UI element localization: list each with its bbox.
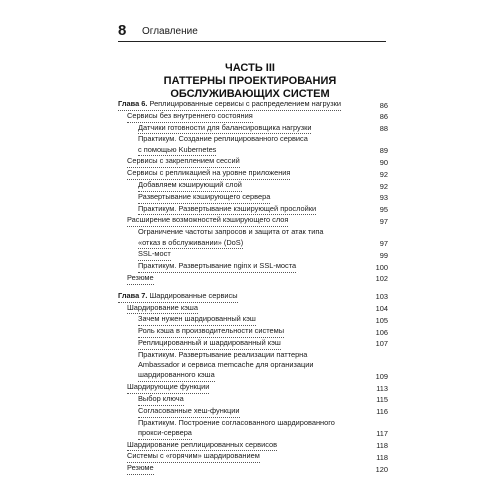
toc-entry-title bbox=[127, 111, 253, 123]
toc-page-number: 86 bbox=[379, 100, 388, 110]
toc-entry-text: Датчики готовности для балансировщика нагрузки bbox=[138, 122, 312, 132]
toc-subsection-entry[interactable] bbox=[118, 192, 388, 204]
toc-page-number: 105 bbox=[375, 315, 388, 325]
toc-subsection-entry[interactable] bbox=[118, 370, 388, 382]
toc-entry-title bbox=[127, 463, 154, 475]
toc-page-number: 102 bbox=[375, 274, 388, 284]
toc-entry-title bbox=[127, 273, 154, 285]
toc-subsection-entry[interactable] bbox=[118, 326, 388, 338]
toc-entry-text: Роль кэша в производительности системы bbox=[138, 326, 285, 336]
toc-entry-text: Сервисы с закреплением сессий bbox=[127, 156, 240, 166]
toc-chapter-entry[interactable] bbox=[118, 99, 388, 111]
toc-subsection-entry[interactable] bbox=[118, 145, 388, 157]
toc-section-entry[interactable] bbox=[118, 382, 388, 394]
toc-entry-text: Сервисы без внутреннего состояния bbox=[127, 110, 253, 120]
chapter-number: Глава 7. bbox=[118, 290, 148, 300]
toc-subsection-entry[interactable] bbox=[118, 261, 388, 273]
toc-entry-text: Резюме bbox=[127, 272, 154, 282]
toc-entry-text: Согласованные хеш-функции bbox=[138, 405, 240, 415]
toc-entry-title bbox=[127, 215, 288, 227]
toc-section-entry[interactable] bbox=[118, 273, 388, 285]
toc-subsection-entry[interactable] bbox=[118, 428, 388, 440]
toc-entry-line: Ambassador и сервиса memcache для организации bbox=[138, 360, 314, 370]
toc-entry-continued[interactable] bbox=[118, 360, 388, 370]
toc-entry-text: Практикум. Развертывание nginx и SSL-моста bbox=[138, 261, 297, 271]
toc-section-entry[interactable] bbox=[118, 463, 388, 475]
toc-entry-text: Выбор ключа bbox=[138, 393, 184, 403]
toc-page-number: 92 bbox=[379, 181, 388, 191]
toc-entry-line: Практикум. Развертывание реализации паттерна bbox=[138, 349, 308, 359]
toc-section-entry[interactable] bbox=[118, 111, 388, 123]
toc-entry-title bbox=[127, 382, 209, 394]
toc-entry-text: Практикум. Развертывание кэширующей прослойки bbox=[138, 203, 317, 213]
toc-entry-text: Сервисы с репликацией на уровне приложения bbox=[127, 168, 291, 178]
toc-entry-text: Зачем нужен шардированный кэш bbox=[138, 314, 256, 324]
toc-entry-title bbox=[138, 394, 184, 406]
toc-entry-line: «отказ в обслуживании» (DoS) bbox=[138, 237, 244, 247]
toc-page-number: 95 bbox=[379, 205, 388, 215]
toc-page-number: 106 bbox=[375, 327, 388, 337]
toc-entry-text: Расширение возможностей кэширующего слоя bbox=[127, 215, 289, 225]
toc-section-entry[interactable] bbox=[118, 440, 388, 452]
toc-entry-title bbox=[138, 123, 311, 135]
toc-entry-continued[interactable] bbox=[118, 418, 388, 428]
toc-entry-line: Практикум. Создание реплицированного сервиса bbox=[138, 134, 308, 144]
toc-page-number: 89 bbox=[379, 146, 388, 156]
toc-page-number: 104 bbox=[375, 304, 388, 314]
toc-page-number: 120 bbox=[375, 464, 388, 474]
toc-entry-line: прокси-сервера bbox=[138, 427, 192, 437]
toc-page-number: 92 bbox=[379, 169, 388, 179]
toc-entry-text: Добавляем кэширующий слой bbox=[138, 180, 242, 190]
part-heading bbox=[110, 62, 390, 101]
toc-entry-continued[interactable] bbox=[118, 227, 388, 237]
chapter-number: Глава 6. bbox=[118, 99, 148, 108]
toc-page-number: 118 bbox=[376, 452, 388, 462]
toc-entry-text: Шардированные сервисы bbox=[149, 290, 238, 300]
toc-page-number: 118 bbox=[376, 441, 388, 451]
toc-page-number: 88 bbox=[379, 124, 388, 134]
part-label: ЧАСТЬ III bbox=[225, 62, 275, 74]
toc-page-number: 113 bbox=[376, 383, 388, 393]
toc-entry-line: с помощью Kubernetes bbox=[138, 144, 217, 154]
toc-entry-title bbox=[138, 261, 296, 273]
toc-entry-title bbox=[127, 168, 290, 180]
toc-section-entry[interactable] bbox=[118, 168, 388, 180]
toc-subsection-entry[interactable] bbox=[118, 406, 388, 418]
toc-entry-text: Системы с «горячим» шардированием bbox=[127, 451, 260, 461]
toc-entry-title bbox=[118, 99, 341, 111]
toc-entry-line: шардированного кэша bbox=[138, 370, 215, 380]
toc-page-number: 103 bbox=[375, 292, 388, 302]
toc-entry-title bbox=[138, 249, 171, 261]
toc-page-number: 109 bbox=[375, 371, 388, 381]
toc-entry-title bbox=[138, 238, 243, 250]
toc-subsection-entry[interactable] bbox=[118, 204, 388, 216]
toc-entry-title bbox=[127, 156, 240, 168]
toc-entry-title bbox=[138, 314, 256, 326]
toc-page-number: 97 bbox=[379, 239, 388, 249]
toc-page-number: 97 bbox=[379, 216, 388, 226]
part-title-line-1: ПАТТЕРНЫ ПРОЕКТИРОВАНИЯ bbox=[163, 75, 337, 87]
toc-subsection-entry[interactable] bbox=[118, 314, 388, 326]
toc-page-number: 117 bbox=[376, 429, 388, 439]
part-title-line-2: ОБСЛУЖИВАЮЩИХ СИСТЕМ bbox=[170, 88, 330, 100]
toc-entry-line: Практикум. Построение согласованного шардированного bbox=[138, 417, 335, 427]
toc-page-number: 90 bbox=[379, 157, 388, 167]
toc-entry-title bbox=[138, 406, 240, 418]
toc-section-entry[interactable] bbox=[118, 303, 388, 315]
toc-entry-title bbox=[138, 326, 284, 338]
toc-page-number: 116 bbox=[376, 407, 388, 417]
toc-entry-title bbox=[118, 291, 238, 303]
toc-page-number: 107 bbox=[375, 339, 388, 349]
toc-entry-text: Реплицированный и шардированный кэш bbox=[138, 337, 281, 347]
running-header bbox=[118, 22, 386, 42]
header-rule bbox=[118, 41, 386, 42]
toc-page-number: 93 bbox=[379, 193, 388, 203]
toc-section-entry[interactable] bbox=[118, 215, 388, 227]
toc-entry-text: Шардирующие функции bbox=[127, 382, 210, 392]
toc-chapter-entry[interactable] bbox=[118, 291, 388, 303]
toc-entry-line: Ограничение частоты запросов и защита от атак типа bbox=[138, 227, 324, 237]
toc-entry-title bbox=[127, 303, 198, 315]
toc-entry-continued[interactable] bbox=[118, 350, 388, 360]
toc-subsection-entry[interactable] bbox=[118, 238, 388, 250]
toc-entry-title bbox=[138, 370, 215, 382]
toc-entry-text: Развертывание кэширующего сервера bbox=[138, 191, 271, 201]
toc-section-entry[interactable] bbox=[118, 451, 388, 463]
toc-page-number: 99 bbox=[379, 250, 388, 260]
toc-entry-continued[interactable] bbox=[118, 134, 388, 144]
running-title: Оглавление bbox=[142, 26, 198, 37]
toc-entry-text: Шардирование кэша bbox=[127, 302, 198, 312]
toc-entry-title bbox=[127, 440, 277, 452]
table-of-contents bbox=[118, 99, 388, 475]
toc-entry-title bbox=[138, 192, 270, 204]
toc-section-entry[interactable] bbox=[118, 156, 388, 168]
toc-subsection-entry[interactable] bbox=[118, 394, 388, 406]
toc-page-number: 100 bbox=[375, 262, 388, 272]
toc-entry-title bbox=[127, 451, 260, 463]
toc-entry-text: Резюме bbox=[127, 463, 154, 473]
toc-page-number: 115 bbox=[376, 395, 388, 405]
toc-entry-title bbox=[138, 145, 216, 157]
toc-subsection-entry[interactable] bbox=[118, 338, 388, 350]
toc-page-number: 86 bbox=[379, 112, 388, 122]
page-number: 8 bbox=[118, 22, 127, 39]
toc-entry-title bbox=[138, 204, 316, 216]
toc-entry-title bbox=[138, 180, 242, 192]
toc-subsection-entry[interactable] bbox=[118, 180, 388, 192]
toc-subsection-entry[interactable] bbox=[118, 249, 388, 261]
toc-entry-text: Шардирование реплицированных сервисов bbox=[127, 439, 278, 449]
toc-entry-title bbox=[138, 428, 192, 440]
toc-entry-title bbox=[138, 338, 281, 350]
toc-subsection-entry[interactable] bbox=[118, 123, 388, 135]
toc-entry-text: SSL-мост bbox=[138, 249, 171, 259]
toc-entry-text: Реплицированные сервисы с распределением нагрузки bbox=[149, 99, 341, 108]
